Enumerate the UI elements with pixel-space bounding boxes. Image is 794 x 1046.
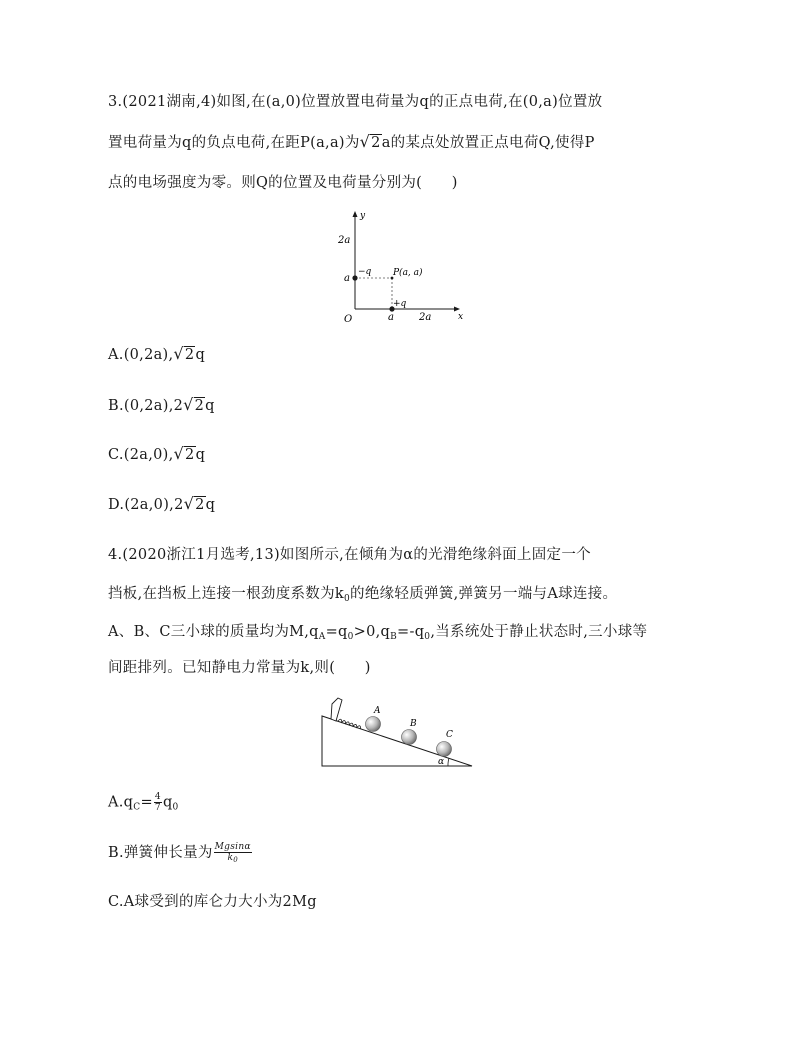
subscript: 0 — [344, 594, 351, 604]
option-position: (0,2a), — [123, 347, 174, 363]
option-coefficient: 2 — [174, 497, 184, 513]
radical-sign-icon: √ — [359, 132, 371, 151]
sqrt-expression — [184, 494, 206, 513]
subscript: 0 — [424, 632, 431, 642]
radical-sign-icon: √ — [183, 494, 195, 513]
subscript: 0 — [347, 632, 354, 642]
q3-option-a[interactable] — [108, 344, 205, 363]
option-text: B.弹簧伸长量为 — [108, 845, 213, 861]
angle-label: α — [438, 757, 445, 767]
x-tick-a: a — [388, 312, 394, 323]
q4-option-b[interactable] — [108, 841, 253, 865]
sqrt-expression — [173, 344, 195, 363]
subscript: 0 — [172, 802, 179, 813]
q4-stem-text-tail: ,当系统处于静止状态时,三小球等 — [430, 624, 648, 640]
q4-stem-line2 — [108, 582, 617, 604]
subscript: C — [133, 802, 141, 813]
option-unit: q — [205, 398, 215, 414]
x-axis-arrow-icon — [454, 307, 460, 312]
ball-c-label: C — [446, 730, 453, 740]
equals-sign: = — [140, 794, 153, 811]
radical-sign-icon: √ — [173, 344, 184, 363]
y-axis-label: y — [360, 211, 366, 221]
option-letter: D. — [108, 497, 125, 513]
q4-incline-figure — [318, 690, 478, 772]
q4-stem-text-tail: 的绝缘轻质弹簧,弹簧另一端与A球连接。 — [350, 586, 618, 602]
angle-arc — [448, 758, 449, 766]
denominator-symbol: k — [227, 852, 234, 863]
incline-triangle — [322, 716, 472, 766]
q3-stem-text-tail: a的某点处放置正点电荷Q,使得P — [381, 135, 595, 151]
option-unit: q — [195, 347, 206, 363]
fraction-denominator: 7 — [154, 803, 161, 813]
fraction-numerator: 4 — [154, 792, 161, 802]
x-tick-2a: 2a — [419, 312, 432, 323]
ball-b — [402, 730, 417, 745]
q4-option-c[interactable]: C.A球受到的库仑力大小为2Mg — [108, 894, 317, 910]
y-tick-a: a — [344, 273, 350, 284]
positive-charge-label: +q — [393, 299, 407, 309]
ball-a-label: A — [374, 706, 381, 716]
fraction-denominator — [227, 853, 238, 865]
q4-stem-line4: 间距排列。已知静电力常量为k,则( ) — [108, 660, 371, 676]
radicand: 2 — [195, 497, 205, 513]
q4-stem-line1: 4.(2020浙江1月选考,13)如图所示,在倾角为α的光滑绝缘斜面上固定一个 — [108, 547, 591, 563]
ball-b-label: B — [410, 719, 417, 729]
option-coefficient: 2 — [173, 398, 184, 414]
q3-stem-line2 — [108, 131, 595, 152]
radicand: 2 — [185, 447, 195, 463]
q3-stem-line3: 点的电场强度为零。则Q的位置及电荷量分别为( ) — [108, 175, 458, 191]
ball-c — [437, 742, 452, 757]
fraction — [154, 792, 162, 813]
ball-a — [366, 717, 381, 732]
option-position: (2a,0), — [123, 447, 174, 463]
negative-charge-label: −q — [358, 267, 372, 277]
option-unit: q — [205, 497, 216, 513]
option-text: A.q — [108, 794, 134, 811]
radicand: 2 — [194, 398, 205, 414]
q4-stem-text: =q — [325, 624, 348, 640]
q3-option-b[interactable] — [108, 395, 215, 414]
point-p-label: P(a, a) — [393, 268, 423, 278]
origin-label: O — [344, 314, 353, 325]
radical-sign-icon: √ — [173, 444, 185, 463]
baffle-plate — [331, 698, 342, 721]
q3-stem-line1: 3.(2021湖南,4)如图,在(a,0)位置放置电荷量为q的正点电荷,在(0,a)位置放 — [108, 94, 603, 110]
option-unit: q — [195, 447, 206, 463]
subscript: B — [390, 632, 398, 642]
fraction — [214, 842, 252, 865]
option-letter: A. — [108, 347, 124, 363]
sqrt-expression — [360, 132, 382, 151]
subscript: A — [318, 632, 326, 642]
q3-stem-text: 置电荷量为q的负点电荷,在距P(a,a)为 — [108, 135, 360, 151]
q4-stem-text: =-q — [397, 624, 425, 640]
option-letter: C. — [108, 447, 124, 463]
y-tick-2a: 2a — [338, 235, 351, 246]
q4-stem-text: >0,q — [353, 624, 391, 640]
x-axis-label: x — [458, 312, 464, 322]
negative-charge-dot — [352, 275, 357, 280]
radicand: 2 — [371, 135, 381, 151]
fraction-numerator: Mgsinα — [214, 841, 251, 852]
spring-coil-icon — [338, 719, 362, 729]
q3-coordinate-figure — [330, 206, 470, 326]
sqrt-expression — [174, 444, 196, 463]
q4-stem-line3 — [108, 620, 647, 642]
q3-option-d[interactable] — [108, 494, 215, 513]
option-position: (0,2a), — [123, 398, 174, 414]
q3-option-c[interactable] — [108, 444, 205, 463]
option-letter: B. — [108, 398, 124, 414]
option-position: (2a,0), — [124, 497, 175, 513]
q4-stem-text: A、B、C三小球的质量均为M,q — [108, 624, 319, 640]
option-text: q — [162, 794, 173, 811]
q4-stem-text: 挡板,在挡板上连接一根劲度系数为k — [108, 586, 344, 602]
subscript: 0 — [233, 855, 239, 864]
y-axis-arrow-icon — [353, 211, 358, 217]
radicand: 2 — [184, 347, 195, 363]
sqrt-expression — [183, 395, 205, 414]
q4-option-a[interactable] — [108, 792, 179, 813]
radical-sign-icon: √ — [183, 395, 194, 414]
